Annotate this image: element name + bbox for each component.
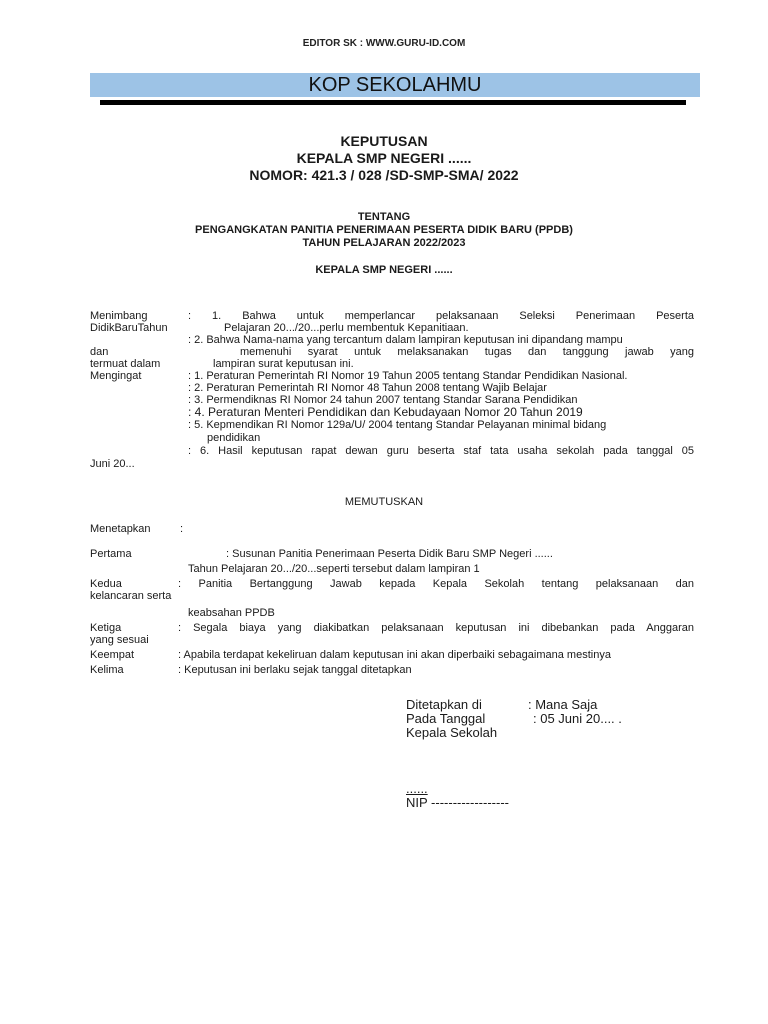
pertama-label: Pertama xyxy=(90,548,132,560)
menimbang-item-2-end: lampiran surat keputusan ini. xyxy=(213,358,354,370)
menimbang-item-2-cont: memenuhi syarat untuk melaksanakan tugas dan tanggung jawab yang xyxy=(240,346,694,358)
doc-title-issuer: KEPALA SMP NEGERI ...... xyxy=(296,150,472,166)
signatory-role: Kepala Sekolah xyxy=(406,725,498,740)
letterhead-divider xyxy=(100,100,686,105)
signatory-name: ...... xyxy=(406,781,428,796)
editor-credit: EDITOR SK : WWW.GURU-ID.COM xyxy=(302,38,466,49)
ketiga-text-cont: yang sesuai xyxy=(90,634,149,646)
kelima-label: Kelima xyxy=(90,664,124,676)
dan-label: dan xyxy=(90,346,109,358)
mengingat-item-4: : 4. Peraturan Menteri Pendidikan dan Kebudayaan Nomor 20 Tahun 2019 xyxy=(188,405,583,419)
kedua-text-end: keabsahan PPDB xyxy=(188,607,275,619)
signatory-nip: NIP ------------------ xyxy=(406,795,509,810)
keempat-label: Keempat xyxy=(90,649,135,661)
menetapkan-label: Menetapkan xyxy=(90,523,151,535)
kedua-text: : Panitia Bertanggung Jawab kepada Kepala Sekolah tentang pelaksanaan dan xyxy=(178,578,694,590)
mengingat-item-6: : 6. Hasil keputusan rapat dewan guru beserta staf tata usaha sekolah pada tanggal 05 xyxy=(188,445,694,457)
date-label: Pada Tanggal xyxy=(406,711,486,726)
doc-number: NOMOR: 421.3 / 028 /SD-SMP-SMA/ 2022 xyxy=(249,167,519,183)
memutuskan-heading: MEMUTUSKAN xyxy=(344,496,424,508)
mengingat-item-5-cont: pendidikan xyxy=(207,432,261,444)
mengingat-item-6-cont: Juni 20... xyxy=(90,458,135,470)
pertama-text: : Susunan Panitia Penerimaan Peserta Didik Baru SMP Negeri ...... xyxy=(226,548,553,560)
place-label: Ditetapkan di xyxy=(406,697,482,712)
subject-line: PENGANGKATAN PANITIA PENERIMAAN PESERTA DIDIK BARU (PPDB) xyxy=(195,224,573,236)
kelima-text: : Keputusan ini berlaku sejak tanggal ditetapkan xyxy=(178,664,412,676)
subject-heading: TENTANG xyxy=(357,211,411,223)
mengingat-item-2: : 2. Peraturan Pemerintah RI Nomor 48 Tahun 2008 tentang Wajib Belajar xyxy=(188,382,547,394)
menimbang-item-1: : 1. Bahwa untuk memperlancar pelaksanaan Seleksi Penerimaan Peserta xyxy=(188,310,694,322)
date-value: : 05 Juni 20.... . xyxy=(533,711,622,726)
kedua-label: Kedua xyxy=(90,578,122,590)
issuer-heading: KEPALA SMP NEGERI ...... xyxy=(315,264,453,276)
mengingat-label: Mengingat xyxy=(90,370,142,382)
subject-year: TAHUN PELAJARAN 2022/2023 xyxy=(302,237,466,249)
ketiga-label: Ketiga xyxy=(90,622,122,634)
menimbang-label: Menimbang xyxy=(90,310,148,322)
pertama-text-cont: Tahun Pelajaran 20.../20...seperti tersebut dalam lampiran 1 xyxy=(188,563,480,575)
menimbang-item-2: : 2. Bahwa Nama-nama yang tercantum dalam lampiran keputusan ini dipandang mampu xyxy=(188,334,623,346)
ketiga-text: : Segala biaya yang diakibatkan pelaksanaan keputusan ini dibebankan pada Anggaran xyxy=(178,622,694,634)
place-value: : Mana Saja xyxy=(528,697,598,712)
mengingat-item-5: : 5. Kepmendikan RI Nomor 129a/U/ 2004 tentang Standar Pelayanan minimal bidang xyxy=(188,419,607,431)
mengingat-item-1: : 1. Peraturan Pemerintah RI Nomor 19 Tahun 2005 tentang Standar Pendidikan Nasional. xyxy=(188,370,628,382)
didik-label: DidikBaruTahun xyxy=(90,322,168,334)
mengingat-item-3: : 3. Permendiknas RI Nomor 24 tahun 2007 tentang Standar Sarana Pendidikan xyxy=(188,394,578,406)
letterhead-banner: KOP SEKOLAHMU xyxy=(90,73,700,97)
termuat-label: termuat dalam xyxy=(90,358,161,370)
keempat-text: : Apabila terdapat kekeliruan dalam keputusan ini akan diperbaiki sebagaimana mestinya xyxy=(178,649,611,661)
kedua-text-cont: kelancaran serta xyxy=(90,590,172,602)
menetapkan-colon: : xyxy=(180,523,184,535)
doc-title: KEPUTUSAN xyxy=(340,133,428,149)
menimbang-item-1-cont: Pelajaran 20.../20...perlu membentuk Kepanitiaan. xyxy=(224,322,469,334)
